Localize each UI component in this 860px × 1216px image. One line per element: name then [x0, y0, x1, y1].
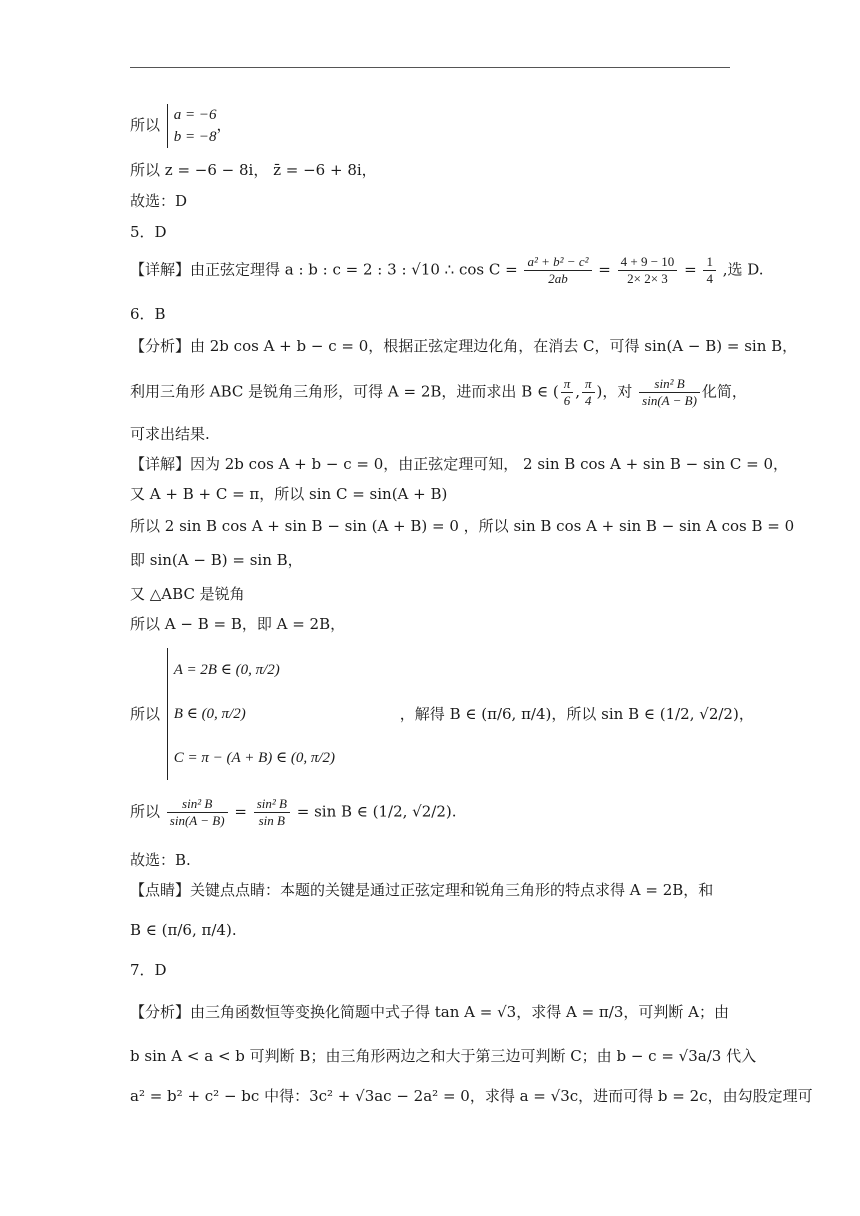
line-key-point: 【点睛】关键点点睛：本题的关键是通过正弦定理和锐角三角形的特点求得 A = 2B，和 [130, 881, 714, 899]
line-simplify [130, 796, 457, 829]
analysis-mid: )，对 [596, 382, 633, 401]
range-a: A = 2B ∈ (0, π/2) [173, 662, 280, 678]
detail-tail: ,选 D. [722, 260, 764, 279]
line-z: 所以 z = −6 − 8i， z̄ = −6 + 8i， [130, 161, 377, 179]
header-rule [130, 67, 730, 68]
fraction-numerator: sin² B [254, 796, 290, 813]
fraction-denominator: 2× 2× 3 [627, 271, 668, 286]
fraction-numerator: sin² B [167, 796, 228, 813]
line-result: 可求出结果. [130, 425, 210, 443]
question-6-analysis-2: 利用三角形 ABC 是锐角三角形，可得 A = 2B，进而求出 B ∈ ( $\frac{\pi}{6}$ , $\frac{\pi}{4}$ )，对 $\frac{\text{sin² B}}{\sin(A - B)}$ 化简， [130, 376, 747, 408]
range-c: C = π − (A + B) ∈ (0, π/2) [173, 750, 336, 766]
line-sin-equal: 即 sin(A − B) = sin B， [130, 551, 303, 569]
question-5-detail [130, 254, 764, 287]
fraction-numerator: a² + b² − c² [524, 254, 591, 271]
eq-b: b = −8 [173, 129, 217, 145]
range-solution: ，解得 B ∈ (π/6, π/4)，所以 sin B ∈ (1/2, √2/2)， [399, 705, 754, 723]
line-b-range: B ∈ (π/6, π/4). [130, 921, 237, 939]
fraction-numerator: 1 [703, 254, 716, 271]
question-7-answer: 7．D [130, 961, 167, 979]
question-6-analysis: 【分析】由 2b cos A + b − c = 0，根据正弦定理边化角，在消去 C，可得 sin(A − B) = sin B， [130, 337, 798, 355]
equation-system [167, 104, 217, 148]
range-system [167, 648, 335, 780]
fraction-cos [524, 254, 591, 287]
fraction-sin2b-over [167, 796, 228, 829]
system-ab [130, 104, 232, 148]
analysis-tail: 化简， [701, 382, 747, 401]
line-expand: 所以 2 sin B cos A + sin B − sin (A + B) = 0 ，所以 sin B cos A + sin B − sin A cos B = 0 [130, 517, 795, 535]
fraction-pi-6 [561, 376, 574, 409]
fraction-values [618, 254, 678, 287]
fraction-denominator: 4 [585, 393, 592, 408]
detail-text: 【详解】由正弦定理得 a : b : c = 2 : 3 : √10 ∴ cos C = [130, 260, 518, 279]
equals: = [598, 260, 611, 279]
simplify-result: = sin B ∈ (1/2, √2/2). [296, 802, 457, 821]
line-acute: 又 △ABC 是锐角 [130, 585, 245, 603]
fraction-numerator: π [561, 376, 574, 393]
eq-a: a = −6 [173, 107, 217, 123]
fraction-numerator: π [582, 376, 595, 393]
line-a-eq-2b: 所以 A − B = B，即 A = 2B， [130, 615, 346, 633]
equals: = [684, 260, 697, 279]
fraction-denominator: sin B [258, 813, 285, 828]
text-so: 所以 [130, 116, 161, 134]
comma: ， [216, 116, 232, 134]
fraction-denominator: 2ab [548, 271, 568, 286]
question-7-analysis: 【分析】由三角函数恒等变换化简题中式子得 tan A = √3，求得 A = π/3，可判断 A；由 [130, 1003, 729, 1021]
fraction-denominator: sin(A − B) [169, 813, 225, 828]
text-so: 所以 [130, 705, 161, 723]
line-answer-d: 故选：D [130, 192, 188, 210]
fraction-pi-4 [582, 376, 595, 409]
fraction-denominator: 6 [563, 393, 571, 408]
text-so: 所以 [130, 802, 161, 821]
fraction-denominator: sin(A − B) [642, 393, 697, 408]
system-range [130, 648, 754, 780]
range-b: B ∈ (0, π/2) [173, 706, 246, 722]
question-6-detail: 【详解】因为 2b cos A + b − c = 0，由正弦定理可知， 2 sin B cos A + sin B − sin C = 0， [130, 455, 789, 473]
line-answer-b: 故选：B. [130, 851, 191, 869]
line-angle-sum: 又 A + B + C = π，所以 sin C = sin(A + B) [130, 485, 448, 503]
fraction-sin2b [639, 376, 700, 409]
fraction-numerator: sin² B [639, 376, 700, 393]
question-7-analysis-3: a² = b² + c² − bc 中得：3c² + √3ac − 2a² = 0，求得 a = √3c，进而可得 b = 2c，由勾股定理可 [130, 1087, 813, 1105]
analysis-text: 利用三角形 ABC 是锐角三角形，可得 A = 2B，进而求出 B ∈ ( [130, 382, 559, 401]
equals: = [234, 802, 247, 821]
fraction-denominator: 4 [706, 271, 713, 286]
fraction-numerator: 4 + 9 − 10 [618, 254, 678, 271]
question-6-answer: 6．B [130, 305, 166, 323]
question-5-answer: 5．D [130, 223, 167, 241]
fraction-result [703, 254, 716, 287]
fraction-sin2b-sinb [254, 796, 290, 829]
question-7-analysis-2: b sin A < a < b 可判断 B；由三角形两边之和大于第三边可判断 C；由 b − c = √3a/3 代入 [130, 1047, 757, 1065]
